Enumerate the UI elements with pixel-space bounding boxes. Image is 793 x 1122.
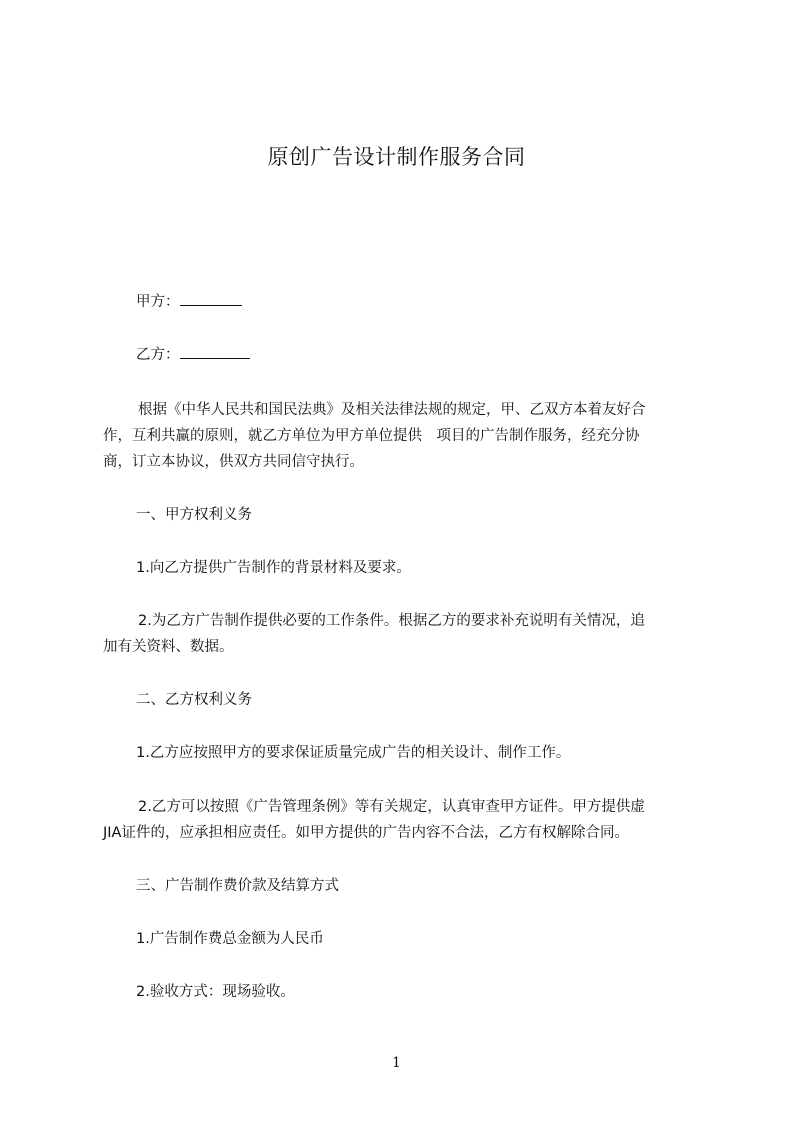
- preamble-line: 根据《中华人民共和国民法典》及相关法律法规的规定，甲、乙双方本着友好合: [138, 402, 646, 418]
- clause-text: 加有关资料、数据。: [103, 639, 234, 655]
- clause-text: 1.向乙方提供广告制作的背景材料及要求。: [136, 560, 411, 576]
- clause-text: 2.验收方式：现场验收。: [136, 984, 295, 1000]
- page-number: 1: [392, 1055, 401, 1071]
- preamble-line: 商，订立本协议，供双方共同信守执行。: [103, 454, 364, 470]
- section-heading: 二、乙方权利义务: [136, 692, 252, 708]
- party-a-line: [136, 291, 242, 312]
- section-heading: 三、广告制作费价款及结算方式: [136, 878, 339, 894]
- party-a-label: 甲方：: [136, 294, 180, 310]
- party-b-blank: [180, 344, 250, 359]
- document-title: 原创广告设计制作服务合同: [267, 145, 526, 169]
- party-a-blank: [180, 291, 242, 306]
- section-heading: 一、甲方权利义务: [136, 507, 252, 523]
- preamble-line: 作，互利共赢的原则，就乙方单位为甲方单位提供 项目的广告制作服务，经充分协: [103, 428, 640, 444]
- party-b-line: [136, 344, 250, 365]
- clause-text: 2.为乙方广告制作提供必要的工作条件。根据乙方的要求补充说明有关情况，追: [138, 613, 645, 629]
- clause-text: JIA证件的，应承担相应责任。如甲方提供的广告内容不合法，乙方有权解除合同。: [103, 825, 629, 841]
- clause-text: 1.广告制作费总金额为人民币: [136, 931, 324, 947]
- clause-text: 1.乙方应按照甲方的要求保证质量完成广告的相关设计、制作工作。: [136, 745, 571, 761]
- clause-text: 2.乙方可以按照《广告管理条例》等有关规定，认真审查甲方证件。甲方提供虚: [138, 799, 645, 815]
- party-b-label: 乙方：: [136, 347, 180, 363]
